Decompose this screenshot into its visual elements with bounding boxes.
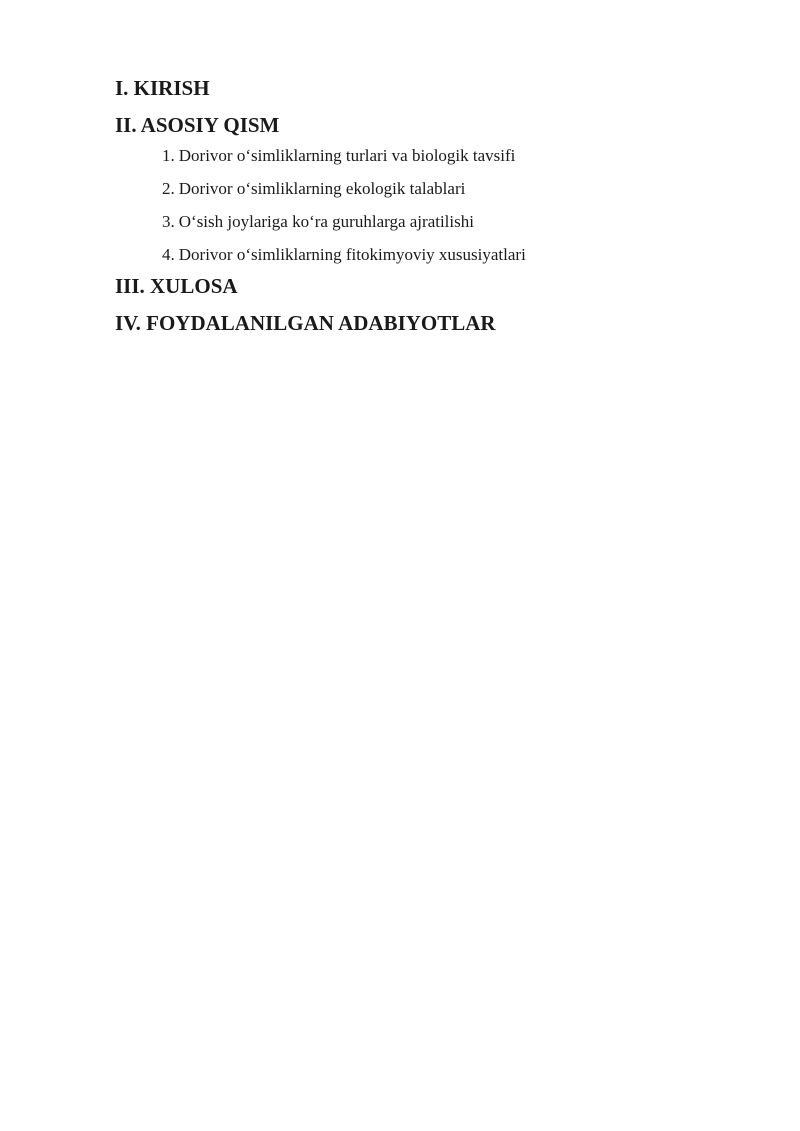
subsection-title: O‘sish joylariga ko‘ra guruhlarga ajratilishi xyxy=(178,212,474,231)
subsection-item xyxy=(162,178,735,200)
section-heading-asosiy-qism: II. ASOSIY QISM xyxy=(115,113,280,137)
subsection-list xyxy=(115,145,735,266)
subsection-title: Dorivor o‘simliklarning fitokimyoviy xususiyatlari xyxy=(178,245,526,264)
subsection-number: 4. xyxy=(162,245,175,264)
subsection-item xyxy=(162,244,735,266)
table-of-contents xyxy=(115,74,735,337)
subsection-number: 3. xyxy=(162,212,175,231)
subsection-item xyxy=(162,211,735,233)
subsection-number: 2. xyxy=(162,179,175,198)
subsection-number: 1. xyxy=(162,146,175,165)
subsection-item xyxy=(162,145,735,167)
section-heading-xulosa: III. XULOSA xyxy=(115,274,238,298)
subsection-title: Dorivor o‘simliklarning ekologik talablari xyxy=(178,179,466,198)
section-heading-kirish: I. KIRISH xyxy=(115,76,210,100)
subsection-title: Dorivor o‘simliklarning turlari va biologik tavsifi xyxy=(178,146,516,165)
section-heading-foydalanilgan-adabiyotlar: IV. FOYDALANILGAN ADABIYOTLAR xyxy=(115,311,496,335)
